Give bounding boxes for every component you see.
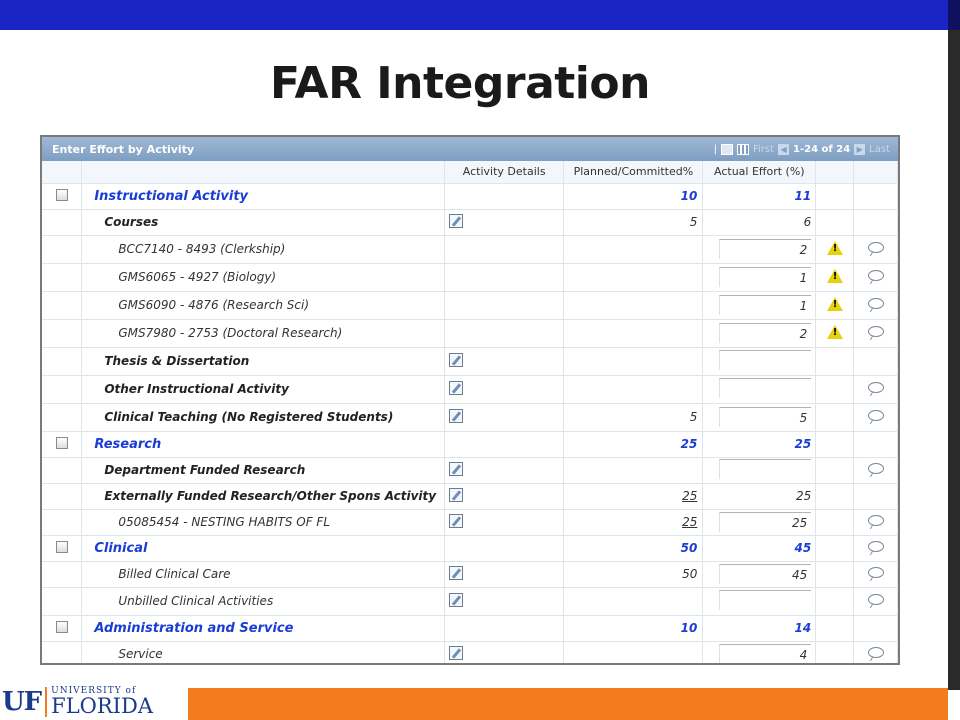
category-link[interactable]: Clinical	[94, 540, 148, 556]
edit-details-icon[interactable]	[449, 409, 463, 423]
actual-effort-input[interactable]: 2	[719, 323, 811, 343]
subcategory-label: Clinical Teaching (No Registered Students)	[104, 410, 394, 424]
subcategory-label: Thesis & Dissertation	[104, 354, 250, 368]
logo-name: FLORIDA	[51, 694, 153, 718]
comment-icon[interactable]	[868, 270, 884, 281]
table-row	[42, 291, 898, 319]
uf-logo	[0, 684, 186, 720]
edit-details-icon[interactable]	[449, 353, 463, 367]
table-row	[42, 587, 898, 615]
logo-university: UNIVERSITY of	[51, 686, 137, 696]
actual-value: 25	[795, 489, 812, 503]
planned-value: 5	[689, 215, 698, 229]
next-arrow-icon[interactable]: ▶	[854, 144, 865, 155]
planned-value-link[interactable]: 25	[682, 515, 698, 529]
course-label: GMS7980 - 2753 (Doctoral Research)	[118, 326, 343, 340]
project-label: 05085454 - NESTING HABITS OF FL	[118, 515, 331, 529]
edit-details-icon[interactable]	[449, 381, 463, 395]
actual-value: 11	[794, 189, 812, 203]
warning-icon[interactable]	[827, 241, 843, 255]
edit-details-icon[interactable]	[449, 593, 463, 607]
comment-icon[interactable]	[868, 594, 884, 605]
planned-value: 10	[680, 621, 698, 635]
row-checkbox[interactable]	[56, 437, 68, 449]
subcategory-label: Courses	[104, 215, 159, 229]
right-edge	[948, 30, 960, 690]
edit-details-icon[interactable]	[449, 214, 463, 228]
actual-effort-input[interactable]	[719, 590, 811, 610]
actual-effort-input[interactable]	[719, 378, 811, 398]
logo-wordmark	[51, 687, 153, 717]
first-link[interactable]: First	[752, 143, 775, 155]
actual-value: 6	[803, 215, 812, 229]
effort-panel	[40, 135, 900, 665]
grid-navigation	[714, 144, 898, 155]
category-link[interactable]: Research	[94, 436, 162, 452]
edit-details-icon[interactable]	[449, 566, 463, 580]
actual-effort-input[interactable]: 45	[719, 564, 811, 584]
header-comment	[854, 161, 898, 183]
warning-icon[interactable]	[827, 269, 843, 283]
panel-header	[42, 137, 898, 161]
subcategory-label: Externally Funded Research/Other Spons Activity	[104, 489, 437, 503]
last-link[interactable]: Last	[869, 143, 890, 155]
header-warning	[816, 161, 854, 183]
table-row	[42, 375, 898, 403]
comment-icon[interactable]	[868, 541, 884, 552]
panel-title: Enter Effort by Activity	[52, 142, 195, 156]
subcategory-label: Department Funded Research	[104, 463, 306, 477]
row-checkbox[interactable]	[56, 621, 68, 633]
table-row	[42, 535, 898, 561]
actual-effort-input[interactable]	[719, 350, 811, 370]
activity-label: Service	[118, 647, 163, 661]
comment-icon[interactable]	[868, 567, 884, 578]
planned-value-link[interactable]: 25	[682, 489, 698, 503]
zoom-icon[interactable]	[721, 144, 733, 155]
comment-icon[interactable]	[868, 242, 884, 253]
table-row	[42, 509, 898, 535]
actual-value: 14	[794, 621, 812, 635]
table-row	[42, 403, 898, 431]
edit-details-icon[interactable]	[449, 646, 463, 660]
actual-effort-input[interactable]: 1	[719, 295, 811, 315]
header-actual: Actual Effort (%)	[703, 161, 816, 183]
download-grid-icon[interactable]	[737, 144, 749, 155]
slide-title: FAR Integration	[270, 58, 650, 109]
table-row	[42, 641, 898, 665]
activity-label: Billed Clinical Care	[118, 567, 231, 581]
comment-icon[interactable]	[868, 410, 884, 421]
table-row	[42, 561, 898, 587]
actual-value: 45	[794, 541, 812, 555]
comment-icon[interactable]	[868, 298, 884, 309]
warning-icon[interactable]	[827, 325, 843, 339]
header-select	[42, 161, 82, 183]
comment-icon[interactable]	[868, 647, 884, 658]
row-checkbox[interactable]	[56, 541, 68, 553]
activity-label: Unbilled Clinical Activities	[118, 594, 274, 608]
table-row	[42, 319, 898, 347]
actual-effort-input[interactable]: 1	[719, 267, 811, 287]
planned-value: 5	[689, 410, 698, 424]
table-row	[42, 263, 898, 291]
planned-value: 10	[680, 189, 698, 203]
category-link[interactable]: Instructional Activity	[94, 188, 249, 204]
table-row	[42, 483, 898, 509]
category-link[interactable]: Administration and Service	[94, 620, 294, 636]
actual-value: 25	[794, 437, 812, 451]
course-label: GMS6090 - 4876 (Research Sci)	[118, 298, 310, 312]
edit-details-icon[interactable]	[449, 514, 463, 528]
actual-effort-input[interactable]: 5	[719, 407, 811, 427]
subcategory-label: Other Instructional Activity	[104, 382, 289, 396]
header-planned: Planned/Committed%	[564, 161, 703, 183]
header-activity-details: Activity Details	[444, 161, 564, 183]
actual-effort-input[interactable]: 25	[719, 512, 811, 532]
table-header-row	[42, 161, 898, 183]
table-row	[42, 615, 898, 641]
table-row	[42, 235, 898, 263]
planned-value: 25	[680, 437, 698, 451]
edit-details-icon[interactable]	[449, 488, 463, 502]
comment-icon[interactable]	[868, 463, 884, 474]
actual-effort-input[interactable]: 4	[719, 644, 811, 664]
actual-effort-input[interactable]: 2	[719, 239, 811, 259]
comment-icon[interactable]	[868, 326, 884, 337]
effort-table	[42, 161, 898, 665]
course-label: GMS6065 - 4927 (Biology)	[118, 270, 277, 284]
table-row	[42, 457, 898, 483]
row-checkbox[interactable]	[56, 189, 68, 201]
edit-details-icon[interactable]	[449, 462, 463, 476]
row-range: 1-24 of 24	[793, 143, 851, 155]
table-row	[42, 183, 898, 209]
header-activity	[82, 161, 445, 183]
actual-effort-input[interactable]	[719, 459, 811, 479]
comment-icon[interactable]	[868, 515, 884, 526]
bottom-bar	[188, 688, 948, 720]
nav-separator: |	[713, 143, 717, 155]
logo-divider	[45, 687, 47, 717]
table-row	[42, 347, 898, 375]
top-bar	[0, 0, 948, 30]
logo-abbr: UF	[2, 687, 42, 717]
comment-icon[interactable]	[868, 382, 884, 393]
course-label: BCC7140 - 8493 (Clerkship)	[118, 242, 286, 256]
right-edge-top	[948, 0, 960, 30]
table-row	[42, 431, 898, 457]
table-row	[42, 209, 898, 235]
warning-icon[interactable]	[827, 297, 843, 311]
prev-arrow-icon[interactable]: ◀	[778, 144, 789, 155]
planned-value: 50	[680, 541, 698, 555]
planned-value: 50	[682, 567, 698, 581]
